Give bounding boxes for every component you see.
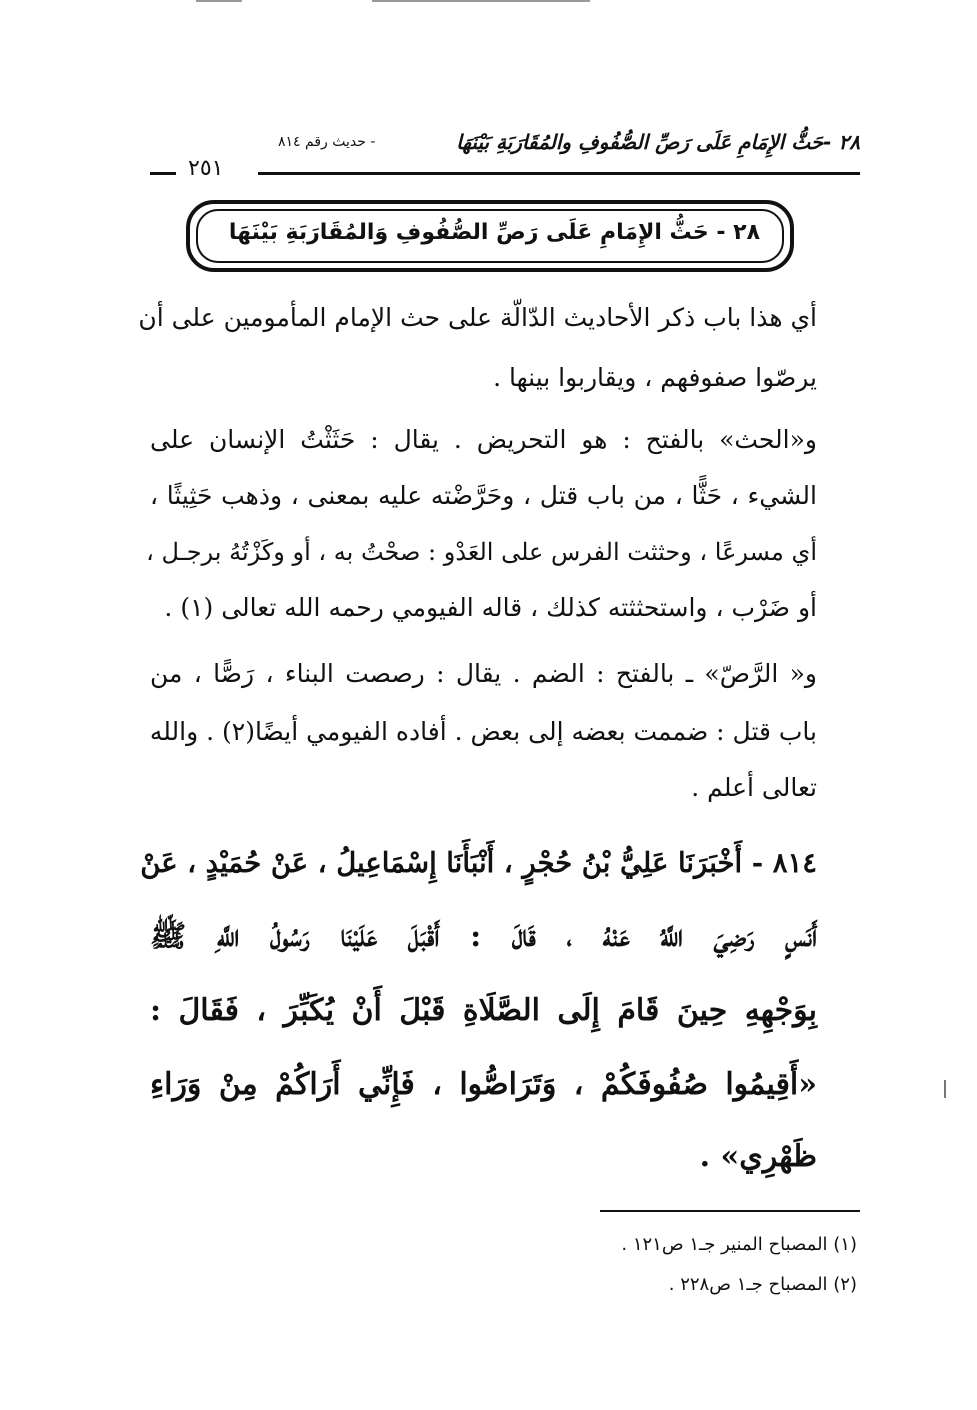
body-line: و« الرَّصّ» ـ بالفتح : الضم . يقال : رصصت البناء ، رَصًّا ، من (150, 659, 817, 688)
hadith-line: أَنَسٍ رَضِيَ اللَّهُ عَنْهُ ، قَالَ : أَقْبَلَ عَلَيْنَا رَسُولُ اللَّهِ ﷺ (150, 919, 817, 954)
header-rule (258, 172, 860, 175)
footnote-separator (600, 1210, 860, 1212)
page-number: ٢٥١ (188, 156, 224, 181)
running-header-hadith-ref: - حديث رقم ٨١٤ (278, 134, 376, 150)
body-line: و«الحث» بالفتح : هو التحريض . يقال : حَثَثْتُ الإنسان على (150, 425, 817, 454)
footnote-2: (٢) المصباح جـ١ ص٢٢٨ . (668, 1274, 857, 1295)
footnote-1: (١) المصباح المنير جـ١ ص١٢١ . (621, 1234, 857, 1255)
body-line: أو ضَرْب ، واستحثثته كذلك ، قاله الفيومي رحمه الله تعالى (١) . (164, 593, 817, 622)
body-line: تعالى أعلم . (691, 773, 817, 802)
running-header (150, 128, 860, 184)
body-line: يرصّوا صفوفهم ، ويقاربوا بينها . (493, 363, 817, 392)
hadith-line: ظَهْرِي» . (699, 1139, 817, 1174)
hadith-line: ٨١٤ - أَخْبَرَنَا عَلِيُّ بْنُ حُجْرٍ ، أَنْبَأَنَا إِسْمَاعِيلُ ، عَنْ حُمَيْدٍ ، عَنْ (140, 847, 817, 879)
body-line: أي مسرعًا ، وحثثت الفرس على العَدْو : صحْتُ به ، أو وكَزْتُهُ برجـل ، (146, 538, 817, 566)
body-line: باب قتل : ضممت بعضه إلى بعض . أفاده الفيومي أيضًا(٢) . والله (149, 717, 817, 746)
running-header-title: ٢٨ -حَثُّ الإِمَامِ عَلَى رَصِّ الصُّفُوفِ والمُقَارَبَةِ بَيْنَهَا (456, 130, 860, 154)
scan-edge-mark (372, 0, 590, 2)
header-rule-left (150, 172, 176, 175)
hadith-line: «أَقِيمُوا صُفُوفَكُمْ ، وَتَرَاصُّوا ، فَإِنِّي أَرَاكُمْ مِنْ وَرَاءِ (150, 1067, 817, 1102)
hadith-line: بِوَجْهِهِ حِينَ قَامَ إِلَى الصَّلَاةِ قَبْلَ أَنْ يُكَبِّرَ ، فَقَالَ : (150, 993, 817, 1028)
chapter-title-box (186, 200, 794, 272)
chapter-title: ٢٨ - حَثُّ الإِمَامِ عَلَى رَصِّ الصُّفُوفِ وَالمُقَارَبَةِ بَيْنَهَا (228, 220, 760, 245)
scan-edge-mark (944, 1080, 946, 1098)
body-line: أي هذا باب ذكر الأحاديث الدّالّة على حث الإمام المأمومين على أن (138, 303, 817, 332)
scan-edge-mark (196, 0, 242, 2)
body-line: الشيء ، حَثًّا ، من باب قتل ، وحَرَّضْته عليه بمعنى ، وذهب حَثِيثًا ، (150, 481, 817, 510)
